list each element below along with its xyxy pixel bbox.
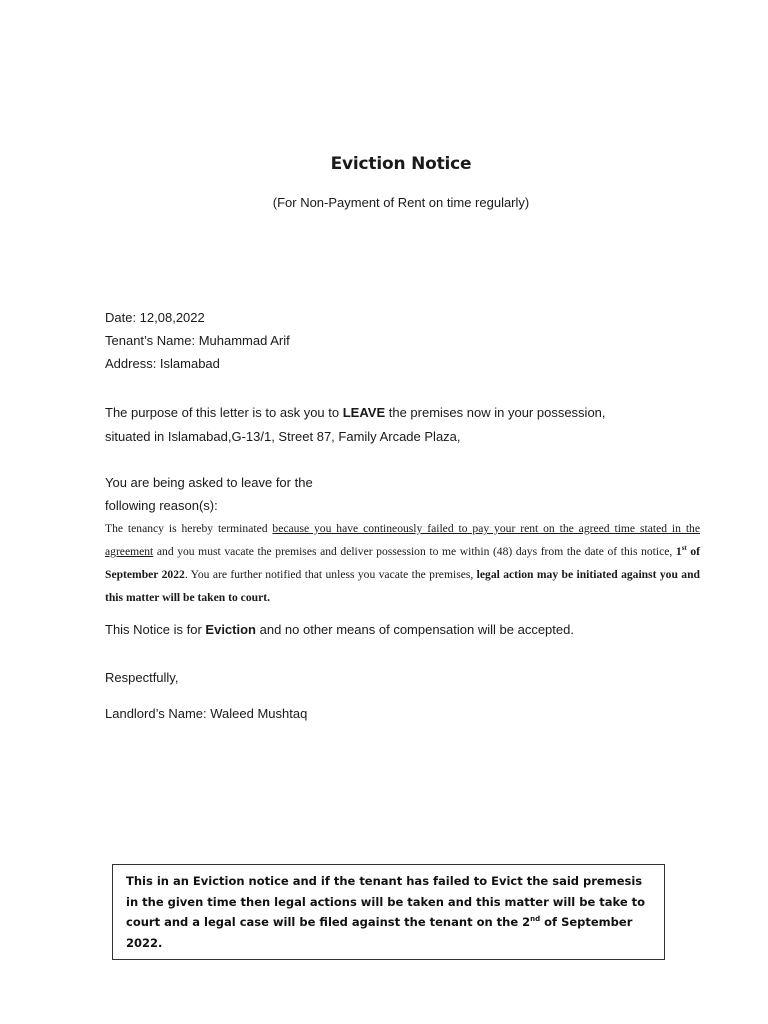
landlord-name-line: Landlord’s Name: Waleed Mushtaq (105, 706, 308, 721)
reason-date-day: 1 (675, 545, 682, 558)
document-title: Eviction Notice (330, 154, 472, 174)
reason-part-3: . You are further notified that unless you vacate the premises, (184, 568, 477, 581)
eviction-statement (105, 622, 574, 637)
eviction-keyword: Eviction (205, 622, 256, 637)
purpose-location-line: situated in Islamabad,G-13/1, Street 87, Family Arcade Plaza, (105, 429, 461, 444)
document-subtitle: (For Non-Payment of Rent on time regularly) (272, 195, 530, 210)
reason-paragraph (105, 517, 700, 609)
reason-underlined: because you have contineously failed to pay your rent on the agreed time stated in the agreement (105, 522, 700, 558)
notice-box-text: This in an Eviction notice and if the tenant has failed to Evict the said premesis in the given time then legal actions will be taken and this matter will be take to court and a legal case will be filed against the tenant on the 2 (126, 874, 646, 929)
tenant-name-line: Tenant’s Name: Muhammad Arif (105, 333, 290, 348)
address-line: Address: Islamabad (105, 356, 220, 371)
notice-box-text-end: of September 2022. (126, 915, 633, 950)
closing-respectfully: Respectfully, (105, 670, 179, 685)
reason-date-sup: st (681, 544, 687, 552)
notice-box-sup: nd (530, 915, 541, 923)
eviction-suffix: and no other means of compensation will be accepted. (256, 622, 574, 637)
notice-box (112, 864, 665, 960)
reason-part-1: The tenancy is hereby terminated (105, 522, 273, 535)
purpose-suffix: the premises now in your possession, (385, 405, 606, 420)
purpose-paragraph (105, 405, 606, 420)
reason-legal-warning: legal action may be initiated against you and this matter will be taken to court. (105, 568, 700, 604)
reasons-intro-line-1: You are being asked to leave for the (105, 475, 313, 490)
date-line: Date: 12,08,2022 (105, 310, 205, 325)
eviction-prefix: This Notice is for (105, 622, 206, 637)
reason-part-2: and you must vacate the premises and deliver possession to me within (48) days from the date of this notice, (153, 545, 676, 558)
reasons-intro-line-2: following reason(s): (105, 498, 218, 513)
reason-date-rest: of September 2022 (105, 545, 700, 581)
purpose-prefix: The purpose of this letter is to ask you to (105, 405, 343, 420)
purpose-keyword: LEAVE (342, 405, 386, 420)
